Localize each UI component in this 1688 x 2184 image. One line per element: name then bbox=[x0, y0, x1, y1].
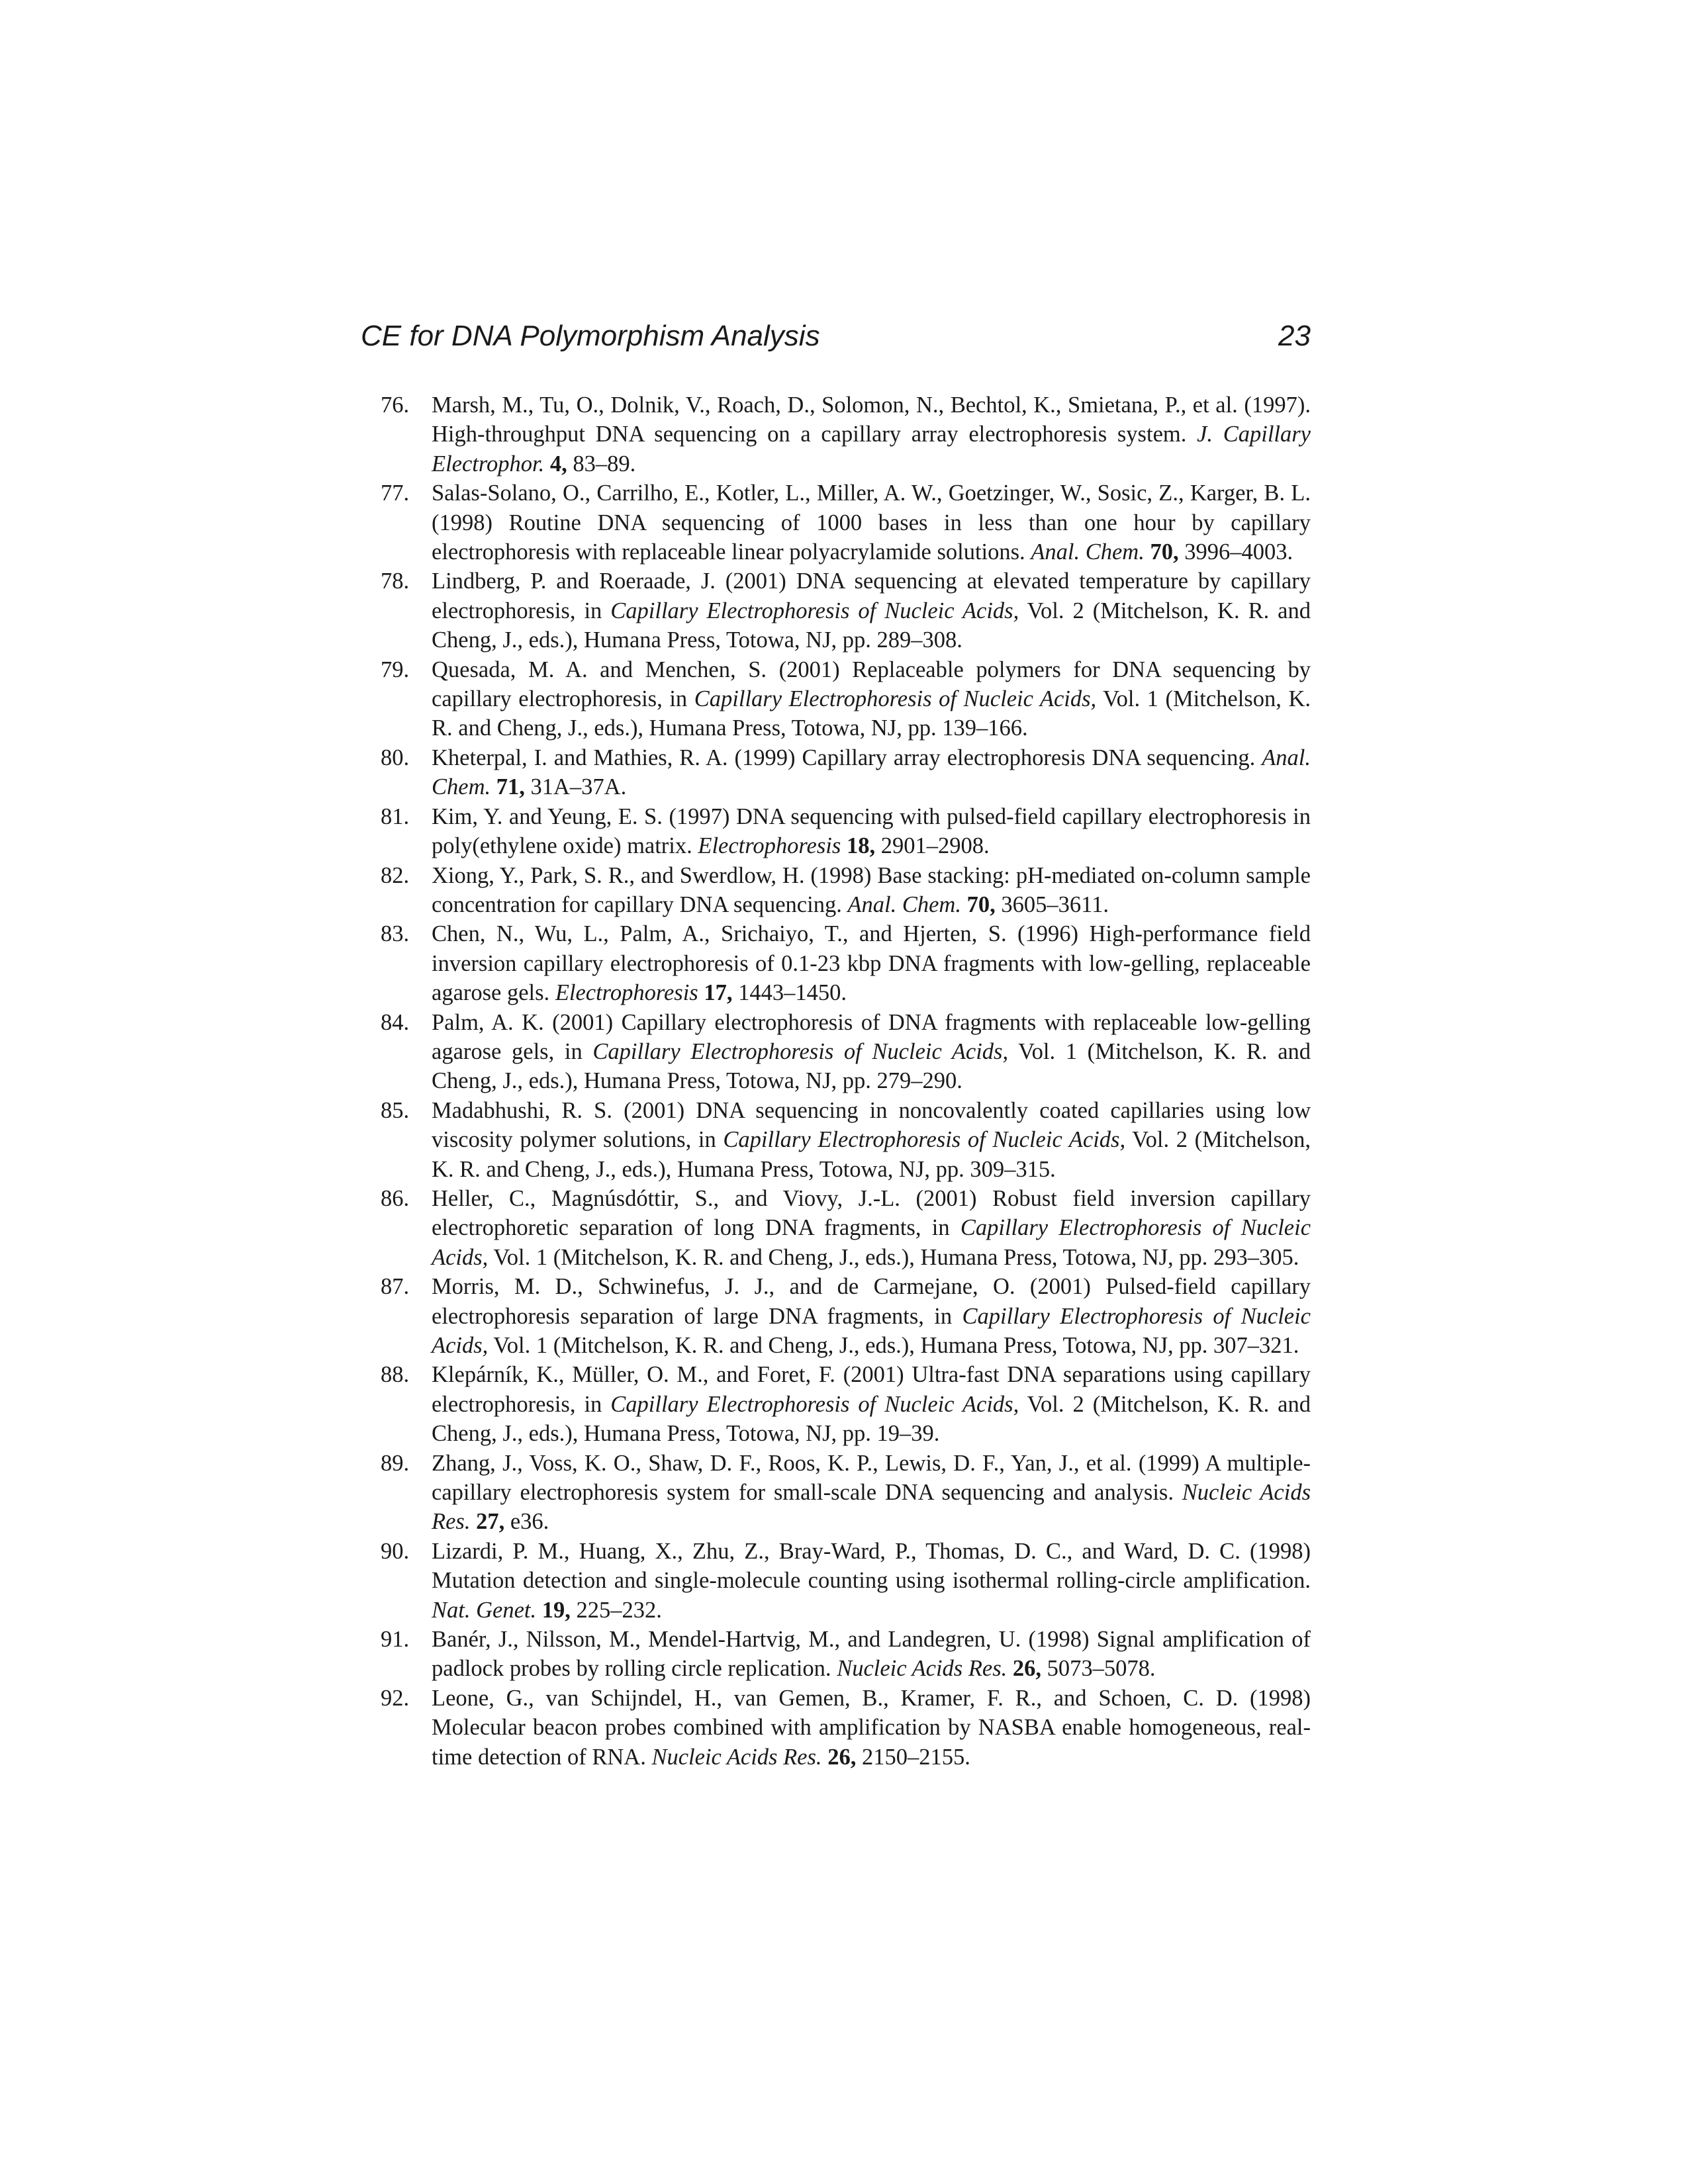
reference-text-segment bbox=[491, 774, 496, 799]
reference-number: 89. bbox=[381, 1450, 410, 1476]
reference-text-segment: 2150–2155. bbox=[856, 1744, 970, 1770]
reference-text bbox=[432, 863, 1311, 917]
reference-volume-bold: 70, bbox=[966, 891, 996, 917]
reference-text bbox=[432, 745, 1311, 799]
reference-text-segment: Banér, J., Nilsson, M., Mendel-Hartvig, M., and Landegren, U. (1998) Signal amplification of padlock probes by rolling circle replication. bbox=[432, 1627, 1311, 1682]
reference-source-italic: Capillary Electrophoresis of Nucleic Acids, bbox=[694, 686, 1097, 712]
reference-text-segment bbox=[470, 1509, 476, 1534]
reference-source-italic: Electrophoresis bbox=[698, 833, 841, 859]
reference-text-segment: 225–232. bbox=[570, 1597, 662, 1623]
reference-text-segment: 31A–37A. bbox=[524, 774, 627, 800]
running-header bbox=[361, 316, 1311, 356]
reference-text-segment bbox=[544, 451, 550, 477]
reference-text bbox=[432, 1274, 1311, 1358]
reference-text bbox=[432, 1451, 1311, 1535]
reference-text bbox=[432, 804, 1311, 858]
reference-text-segment: Salas-Solano, O., Carrilho, E., Kotler, L., Miller, A. W., Goetzinger, W., Sosic, Z., Karger, B. L. (1998) Routine DNA sequencing of 1000 bases in less than one hour by capillary electrophoresis with replaceable linear polyacrylamide solutions. bbox=[432, 480, 1311, 565]
reference-text-segment: Zhang, J., Voss, K. O., Shaw, D. F., Roos, K. P., Lewis, D. F., Yan, J., et al. (1999) A multiple-capillary electrophoresis system for small-scale DNA sequencing and analysis. bbox=[432, 1450, 1311, 1506]
reference-text-segment: 2901–2908. bbox=[875, 833, 990, 859]
running-title: CE for DNA Polymorphism Analysis bbox=[361, 320, 820, 352]
reference-text-segment: Quesada, M. A. and Menchen, S. (2001) Replaceable polymers for DNA sequencing by capillary electrophoresis, in bbox=[432, 657, 1311, 712]
reference-text bbox=[432, 657, 1311, 741]
reference-text-segment: Vol. 1 (Mitchelson, K. R. and Cheng, J., eds.), Humana Press, Totowa, NJ, pp. 279–290. bbox=[432, 1038, 1311, 1094]
reference-text-segment: Klepárník, K., Müller, O. M., and Foret, F. (2001) Ultra-fast DNA separations using capillary electrophoresis, in bbox=[432, 1362, 1311, 1417]
reference-text-segment: Vol. 1 (Mitchelson, K. R. and Cheng, J., eds.), Humana Press, Totowa, NJ, pp. 139–166. bbox=[432, 686, 1311, 741]
reference-volume-bold: 4, bbox=[549, 451, 567, 477]
reference-volume-bold: 27, bbox=[476, 1509, 505, 1535]
page-number: 23 bbox=[1278, 320, 1311, 352]
reference-number: 90. bbox=[381, 1538, 410, 1564]
reference-number: 79. bbox=[381, 657, 410, 682]
reference-text-segment bbox=[536, 1598, 542, 1623]
reference-text-segment bbox=[1007, 1656, 1013, 1681]
reference-text-segment: Kim, Y. and Yeung, E. S. (1997) DNA sequencing with pulsed-field capillary electrophoresis in poly(ethylene oxide) matrix. bbox=[432, 803, 1311, 859]
reference-number: 84. bbox=[381, 1009, 410, 1035]
reference-source-italic: Anal. Chem. bbox=[847, 891, 961, 917]
reference-source-italic: Capillary Electrophoresis of Nucleic Acids, bbox=[432, 1215, 1311, 1270]
reference-text-segment: 83–89. bbox=[567, 451, 636, 477]
reference-text-segment: 5073–5078. bbox=[1041, 1656, 1156, 1682]
reference-item bbox=[381, 1360, 1311, 1448]
reference-number: 91. bbox=[381, 1627, 410, 1653]
reference-text bbox=[432, 921, 1311, 1005]
reference-text-segment: Vol. 2 (Mitchelson, K. R. and Cheng, J., eds.), Humana Press, Totowa, NJ, pp. 309–315. bbox=[432, 1127, 1311, 1182]
reference-text-segment bbox=[841, 833, 847, 858]
reference-item bbox=[381, 1684, 1311, 1772]
reference-volume-bold: 17, bbox=[704, 980, 733, 1006]
reference-number: 82. bbox=[381, 862, 410, 888]
reference-list bbox=[381, 390, 1311, 1772]
reference-text-segment: Vol. 1 (Mitchelson, K. R. and Cheng, J., eds.), Humana Press, Totowa, NJ, pp. 293–305. bbox=[488, 1244, 1299, 1270]
reference-item bbox=[381, 1008, 1311, 1096]
reference-item bbox=[381, 802, 1311, 861]
reference-volume-bold: 26, bbox=[1012, 1656, 1042, 1682]
reference-number: 80. bbox=[381, 745, 410, 770]
reference-number: 92. bbox=[381, 1685, 410, 1711]
reference-volume-bold: 70, bbox=[1150, 539, 1179, 565]
reference-text bbox=[432, 1098, 1311, 1182]
reference-volume-bold: 26, bbox=[827, 1744, 857, 1770]
reference-text-segment: Marsh, M., Tu, O., Dolnik, V., Roach, D., Solomon, N., Bechtol, K., Smietana, P., et al. (1997). High-throughput DNA sequencing on a capillary array electrophoresis system. bbox=[432, 392, 1311, 447]
reference-text-segment: Kheterpal, I. and Mathies, R. A. (1999) Capillary array electrophoresis DNA sequencing. bbox=[432, 745, 1262, 770]
reference-text-segment: e36. bbox=[504, 1509, 549, 1535]
reference-item bbox=[381, 919, 1311, 1007]
reference-source-italic: Electrophoresis bbox=[555, 980, 698, 1006]
reference-text bbox=[432, 1186, 1311, 1270]
reference-text-segment: Palm, A. K. (2001) Capillary electrophoresis of DNA fragments with replaceable low-gelling agarose gels, in bbox=[432, 1009, 1311, 1064]
reference-text-segment: Madabhushi, R. S. (2001) DNA sequencing in noncovalently coated capillaries using low viscosity polymer solutions, in bbox=[432, 1097, 1311, 1153]
reference-source-italic: Capillary Electrophoresis of Nucleic Acids, bbox=[610, 1391, 1019, 1417]
reference-item bbox=[381, 1096, 1311, 1184]
reference-source-italic: Nat. Genet. bbox=[432, 1597, 537, 1623]
reference-text-segment bbox=[822, 1745, 828, 1770]
reference-text bbox=[432, 1627, 1311, 1681]
reference-number: 85. bbox=[381, 1097, 410, 1123]
reference-text bbox=[432, 392, 1311, 477]
reference-text bbox=[432, 1362, 1311, 1446]
reference-text-segment: Leone, G., van Schijndel, H., van Gemen, B., Kramer, F. R., and Schoen, C. D. (1998) Molecular beacon probes combined with amplification by NASBA enable homogeneous, real-time detection of RNA. bbox=[432, 1685, 1311, 1770]
reference-item bbox=[381, 743, 1311, 802]
reference-number: 87. bbox=[381, 1274, 410, 1300]
reference-text bbox=[432, 569, 1311, 653]
reference-text bbox=[432, 480, 1311, 565]
reference-source-italic: Capillary Electrophoresis of Nucleic Acids, bbox=[432, 1303, 1311, 1358]
reference-text bbox=[432, 1010, 1311, 1094]
reference-text-segment: 3996–4003. bbox=[1178, 539, 1293, 565]
reference-text-segment: Xiong, Y., Park, S. R., and Swerdlow, H. (1998) Base stacking: pH-mediated on-column sample concentration for capillary DNA sequencing. bbox=[432, 862, 1311, 917]
reference-item bbox=[381, 390, 1311, 478]
reference-number: 83. bbox=[381, 921, 410, 947]
reference-text-segment: Vol. 2 (Mitchelson, K. R. and Cheng, J., eds.), Humana Press, Totowa, NJ, pp. 289–308. bbox=[432, 598, 1311, 653]
reference-source-italic: Anal. Chem. bbox=[1031, 539, 1145, 565]
reference-volume-bold: 18, bbox=[846, 833, 876, 859]
reference-number: 81. bbox=[381, 803, 410, 829]
reference-volume-bold: 19, bbox=[541, 1597, 571, 1623]
reference-volume-bold: 71, bbox=[496, 774, 525, 800]
reference-item bbox=[381, 1625, 1311, 1684]
reference-text-segment: Vol. 1 (Mitchelson, K. R. and Cheng, J., eds.), Humana Press, Totowa, NJ, pp. 307–321. bbox=[488, 1333, 1299, 1358]
reference-source-italic: Nucleic Acids Res. bbox=[837, 1656, 1008, 1682]
reference-source-italic: Capillary Electrophoresis of Nucleic Acids, bbox=[723, 1127, 1126, 1153]
reference-source-italic: Anal. Chem. bbox=[432, 745, 1311, 800]
reference-item bbox=[381, 861, 1311, 920]
reference-text-segment: Lindberg, P. and Roeraade, J. (2001) DNA sequencing at elevated temperature by capillary electrophoresis, in bbox=[432, 569, 1311, 623]
reference-item bbox=[381, 1184, 1311, 1272]
reference-item bbox=[381, 1272, 1311, 1360]
reference-text-segment: 3605–3611. bbox=[995, 891, 1109, 917]
reference-number: 86. bbox=[381, 1185, 410, 1211]
reference-text-segment: Heller, C., Magnúsdóttir, S., and Viovy, J.-L. (2001) Robust field inversion capillary electrophoretic separation of long DNA fragments, in bbox=[432, 1185, 1311, 1241]
reference-number: 76. bbox=[381, 392, 410, 418]
reference-item bbox=[381, 655, 1311, 743]
reference-source-italic: Nucleic Acids Res. bbox=[432, 1480, 1311, 1535]
reference-source-italic: Capillary Electrophoresis of Nucleic Acids, bbox=[610, 598, 1019, 623]
reference-text bbox=[432, 1539, 1311, 1623]
reference-item bbox=[381, 1449, 1311, 1537]
reference-item bbox=[381, 1537, 1311, 1625]
reference-number: 88. bbox=[381, 1362, 410, 1388]
reference-number: 78. bbox=[381, 569, 410, 594]
reference-text-segment: Morris, M. D., Schwinefus, J. J., and de Carmejane, O. (2001) Pulsed-field capillary electrophoresis separation of large DNA fragments, in bbox=[432, 1274, 1311, 1329]
reference-text bbox=[432, 1686, 1311, 1770]
reference-text-segment: Vol. 2 (Mitchelson, K. R. and Cheng, J., eds.), Humana Press, Totowa, NJ, pp. 19–39. bbox=[432, 1391, 1311, 1447]
reference-number: 77. bbox=[381, 480, 410, 506]
reference-item bbox=[381, 478, 1311, 567]
reference-item bbox=[381, 567, 1311, 655]
reference-text-segment bbox=[961, 892, 967, 917]
reference-source-italic: J. Capillary Electrophor. bbox=[432, 422, 1311, 477]
reference-source-italic: Nucleic Acids Res. bbox=[651, 1744, 822, 1770]
reference-text-segment: 1443–1450. bbox=[732, 980, 847, 1006]
reference-text-segment: Chen, N., Wu, L., Palm, A., Srichaiyo, T., and Hjerten, S. (1996) High-performance field inversion capillary electrophoresis of 0.1-23 kbp DNA fragments with low-gelling, replaceable agarose gels. bbox=[432, 921, 1311, 1006]
reference-text-segment: Lizardi, P. M., Huang, X., Zhu, Z., Bray-Ward, P., Thomas, D. C., and Ward, D. C. (1998) Mutation detection and single-molecule counting using isothermal rolling-circle amplification. bbox=[432, 1538, 1311, 1594]
reference-source-italic: Capillary Electrophoresis of Nucleic Acids, bbox=[592, 1038, 1009, 1064]
